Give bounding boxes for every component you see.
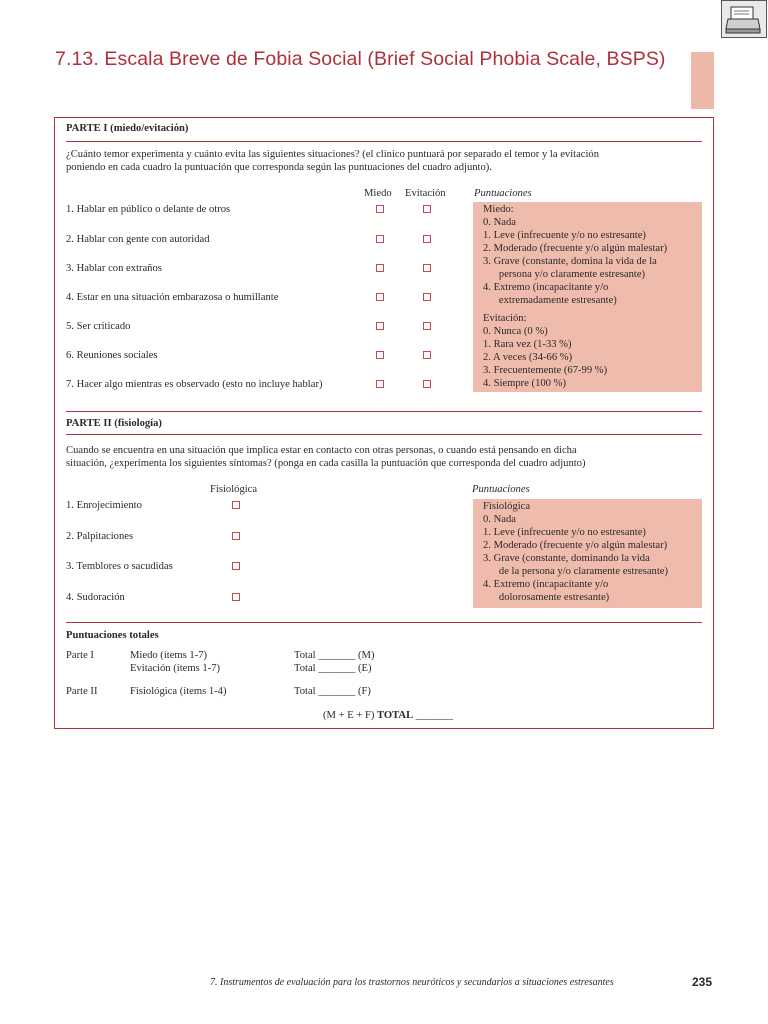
scale-line: 1. Rara vez (1-33 %): [483, 339, 572, 350]
fisiologica-checkbox-3[interactable]: [232, 562, 240, 570]
item-row: 2. Hablar con gente con autoridad: [66, 234, 210, 245]
grand-total-prefix: (M + E + F): [323, 710, 378, 721]
scale-line: Evitación:: [483, 313, 527, 324]
miedo-checkbox-7[interactable]: [376, 380, 384, 388]
item-row: 4. Estar en una situación embarazosa o humillante: [66, 292, 279, 303]
totals-fisiologica-label: Fisiológica (ítems 1-4): [130, 686, 227, 697]
fisiologica-checkbox-1[interactable]: [232, 501, 240, 509]
totals-part1-label: Parte I: [66, 650, 94, 661]
scale-line: extremadamente estresante): [483, 295, 617, 306]
evitacion-checkbox-3[interactable]: [423, 264, 431, 272]
item-row: 1. Hablar en público o delante de otros: [66, 204, 231, 215]
totals-evitacion-label: Evitación (ítems 1-7): [130, 663, 221, 674]
scale-line: 4. Extremo (incapacitante y/o: [483, 282, 609, 293]
item-row: 7. Hacer algo mientras es observado (esto no incluye hablar): [66, 379, 323, 390]
totals-heading: Puntuaciones totales: [66, 630, 159, 641]
totals-part2-label: Parte II: [66, 686, 98, 697]
evitacion-checkbox-4[interactable]: [423, 293, 431, 301]
total-e-field[interactable]: Total _______ (E): [294, 663, 372, 674]
scale-line: 0. Nunca (0 %): [483, 326, 548, 337]
evitacion-checkbox-7[interactable]: [423, 380, 431, 388]
page-number: 235: [692, 975, 713, 989]
scale-line: 2. Moderado (frecuente y/o algún malestar): [483, 243, 668, 254]
printer-icon: [722, 1, 766, 37]
scale-line: persona y/o claramente estresante): [483, 269, 646, 280]
scale-line: 0. Nada: [483, 217, 516, 228]
column-miedo: Miedo: [364, 188, 392, 199]
part2-instructions-line1: Cuando se encuentra en una situación que implica estar en contacto con otras personas, o cuando está pensando en dicha: [66, 445, 577, 456]
page-title: 7.13. Escala Breve de Fobia Social (Brief Social Phobia Scale, BSPS): [55, 48, 666, 70]
total-m-field[interactable]: Total _______ (M): [294, 650, 375, 661]
scale-line: de la persona y/o claramente estresante): [483, 566, 669, 577]
scale-line: Fisiológica: [483, 501, 531, 512]
miedo-checkbox-3[interactable]: [376, 264, 384, 272]
grand-total-field[interactable]: [323, 709, 453, 722]
item-row: 4. Sudoración: [66, 592, 125, 603]
divider: [66, 411, 702, 412]
scale-line: 3. Grave (constante, dominando la vida: [483, 553, 650, 564]
column-puntuaciones: Puntuaciones: [474, 188, 532, 199]
evitacion-checkbox-5[interactable]: [423, 322, 431, 330]
miedo-checkbox-5[interactable]: [376, 322, 384, 330]
scale-line: 4. Siempre (100 %): [483, 378, 566, 389]
grand-total-line: _______: [413, 710, 453, 721]
print-button[interactable]: [721, 0, 767, 38]
scale-line: Miedo:: [483, 204, 514, 215]
scale-line: 4. Extremo (incapacitante y/o: [483, 579, 609, 590]
scale-line: 0. Nada: [483, 514, 516, 525]
divider: [66, 141, 702, 142]
divider: [66, 622, 702, 623]
evitacion-checkbox-2[interactable]: [423, 235, 431, 243]
part1-instructions-line1: ¿Cuánto temor experimenta y cuánto evita las siguientes situaciones? (el clínico puntuará por separado el temor y la evitación: [66, 149, 600, 160]
item-row: 6. Reuniones sociales: [66, 350, 158, 361]
chapter-side-tab: [691, 52, 714, 109]
item-row: 3. Temblores o sacudidas: [66, 561, 173, 572]
column-fisiologica: Fisiológica: [210, 484, 258, 495]
item-row: 5. Ser criticado: [66, 321, 131, 332]
grand-total-label: TOTAL: [377, 710, 414, 721]
miedo-checkbox-2[interactable]: [376, 235, 384, 243]
item-row: 2. Palpitaciones: [66, 531, 134, 542]
scale-line: 3. Frecuentemente (67-99 %): [483, 365, 608, 376]
scale-line: 2. Moderado (frecuente y/o algún malestar): [483, 540, 668, 551]
scale-line: dolorosamente estresante): [483, 592, 610, 603]
fisiologica-checkbox-4[interactable]: [232, 593, 240, 601]
item-row: 3. Hablar con extraños: [66, 263, 162, 274]
evitacion-checkbox-1[interactable]: [423, 205, 431, 213]
total-f-field[interactable]: Total _______ (F): [294, 686, 371, 697]
scale-line: 2. A veces (34-66 %): [483, 352, 573, 363]
miedo-checkbox-1[interactable]: [376, 205, 384, 213]
evitacion-checkbox-6[interactable]: [423, 351, 431, 359]
column-evitacion: Evitación: [405, 188, 446, 199]
part1-heading: PARTE I (miedo/evitación): [66, 123, 189, 134]
running-footer: 7. Instrumentos de evaluación para los trastornos neuróticos y secundarios a situaciones estresantes: [210, 977, 614, 988]
miedo-checkbox-6[interactable]: [376, 351, 384, 359]
part2-instructions-line2: situación, ¿experimenta los siguientes síntomas? (ponga en cada casilla la puntuación que corresponda del cuadro adjunto): [66, 458, 586, 469]
scale-line: 3. Grave (constante, domina la vida de la: [483, 256, 657, 267]
item-row: 1. Enrojecimiento: [66, 500, 142, 511]
miedo-checkbox-4[interactable]: [376, 293, 384, 301]
part2-heading: PARTE II (fisiología): [66, 418, 162, 429]
column-puntuaciones: Puntuaciones: [472, 484, 530, 495]
fisiologica-checkbox-2[interactable]: [232, 532, 240, 540]
scale-line: 1. Leve (infrecuente y/o no estresante): [483, 230, 646, 241]
part1-instructions-line2: poniendo en cada cuadro la puntuación que corresponda según las puntuaciones del cuadro adjunto).: [66, 162, 492, 173]
scale-line: 1. Leve (infrecuente y/o no estresante): [483, 527, 646, 538]
totals-miedo-label: Miedo (ítems 1-7): [130, 650, 208, 661]
divider: [66, 434, 702, 435]
